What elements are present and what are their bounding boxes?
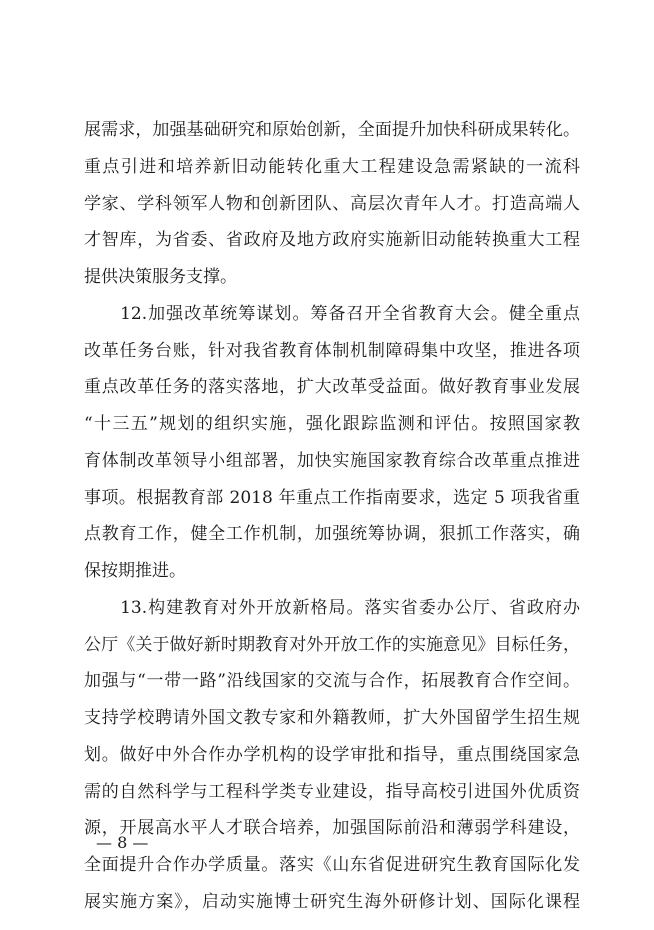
text-line: 全面提升合作办学质量。落实《山东省促进研究生教育国际化发 <box>84 855 580 875</box>
text-line: 重点改革任务的落实落地，扩大改革受益面。做好教育事业发展 <box>84 377 580 398</box>
text-line: 公厅《关于做好新时期教育对外开放工作的实施意见》目标任务， <box>84 634 580 655</box>
text-line: 提供决策服务支撑。 <box>84 267 237 287</box>
text-line: 支持学校聘请外国文教专家和外籍教师，扩大外国留学生招生规 <box>84 708 580 728</box>
text-line: 加强与“一带一路”沿线国家的交流与合作，拓展教育合作空间。 <box>84 671 580 692</box>
text-line: 育体制改革领导小组部署，加快实施国家教育综合改革重点推进 <box>84 450 580 471</box>
text-line: 需的自然科学与工程科学类专业建设，指导高校引进国外优质资 <box>84 781 580 802</box>
text-line: 重点引进和培养新旧动能转化重大工程建设急需紧缺的一流科 <box>84 156 580 177</box>
text-line: 展需求，加强基础研究和原始创新，全面提升加快科研成果转化。 <box>84 120 580 140</box>
text-line: 学家、学科领军人物和创新团队、高层次青年人才。打造高端人 <box>84 193 580 214</box>
body-text <box>84 112 580 921</box>
text-line: 改革任务台账，针对我省教育体制机制障碍集中攻坚，推进各项 <box>84 340 580 361</box>
text-line: 展实施方案》，启动实施博士研究生海外研修计划、国际化课程 <box>84 891 580 912</box>
text-line: “十三五”规划的组织实施，强化跟踪监测和评估。按照国家教 <box>84 414 580 434</box>
text-line: 12.加强改革统筹谋划。筹备召开全省教育大会。健全重点 <box>84 303 580 324</box>
text-line: 划。做好中外合作办学机构的设学审批和指导，重点围绕国家急 <box>84 744 580 765</box>
text-line: 源，开展高水平人才联合培养，加强国际前沿和薄弱学科建设， <box>84 818 580 839</box>
text-line: 事项。根据教育部 2018 年重点工作指南要求，选定 5 项我省重 <box>84 487 580 508</box>
text-line: 点教育工作，健全工作机制，加强统筹协调，狠抓工作落实，确 <box>84 524 580 545</box>
page-number: — 8 — <box>96 833 149 852</box>
text-line: 13.构建教育对外开放新格局。落实省委办公厅、省政府办 <box>84 597 580 618</box>
text-line: 才智库，为省委、省政府及地方政府实施新旧动能转换重大工程 <box>84 230 580 251</box>
text-line: 保按期推进。 <box>84 561 186 581</box>
